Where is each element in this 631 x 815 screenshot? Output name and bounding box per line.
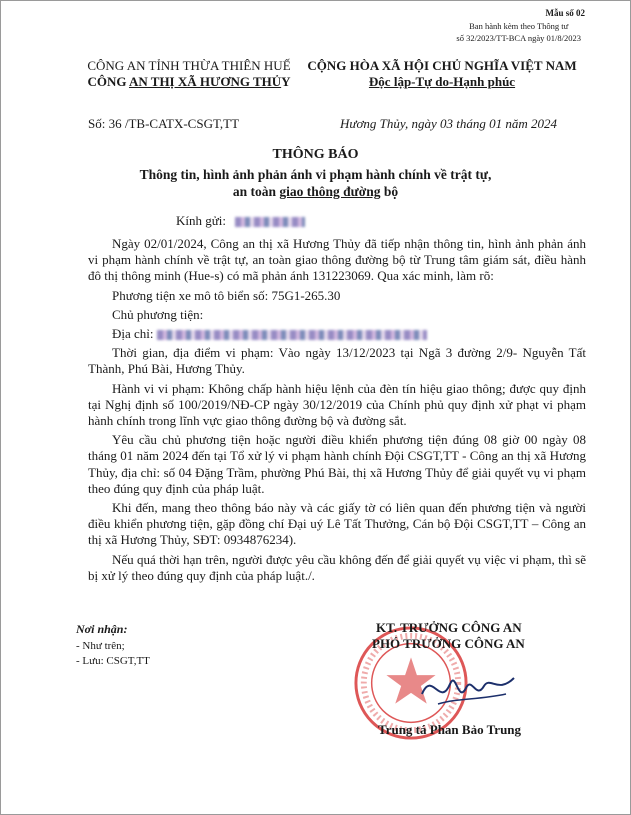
subtitle-line1: Thông tin, hình ảnh phản ánh vi phạm hành chính về trật tự,	[139, 167, 492, 182]
agency-name-part1: CÔNG	[87, 74, 129, 89]
subtitle-line2-part3: bộ	[380, 184, 399, 199]
document-body	[88, 236, 586, 584]
handwritten-signature	[418, 664, 518, 712]
signer-name: Trung tá Phan Bảo Trung	[378, 722, 522, 737]
issuing-agency-header	[76, 58, 302, 90]
form-reference	[456, 20, 581, 44]
national-title: CỘNG HÒA XÃ HỘI CHỦ NGHĨA VIỆT NAM	[307, 58, 577, 73]
address-label: Địa chỉ:	[112, 326, 154, 342]
owner-label: Chủ phương tiện:	[112, 306, 204, 322]
body-paragraph-intro: Ngày 02/01/2024, Công an thị xã Hương Thủy đã tiếp nhận thông tin, hình ảnh phản ánh vi phạm hành chính về trật tự, an toàn giao thông đường bộ từ Trung tâm giám sát, điều hành đô thị thông minh (Hue-s) có mã phản ánh 131223069. Qua xác minh, làm rõ:	[88, 236, 586, 284]
agency-name-underlined: AN THỊ XÃ HƯƠNG THỦ	[128, 74, 282, 89]
document-subtitle	[60, 166, 571, 200]
agency-name	[76, 74, 302, 90]
document-title: THÔNG BÁO	[272, 147, 359, 162]
body-paragraph-bring-documents: Khi đến, mang theo thông báo này và các giấy tờ có liên quan đến phương tiện và người điều khiển phương tiện, gặp đồng chí Đại uý Lê Tất Thưởng, Cán bộ Đội CSGT,TT – Công an thị xã Hương Thủy, SĐT: 0934876234).	[88, 500, 586, 548]
agency-parent: CÔNG AN TỈNH THỪA THIÊN HUẾ	[87, 58, 291, 73]
form-number: Mẫu số 02	[545, 8, 585, 18]
signer-title-line1: KT. TRƯỞNG CÔNG AN	[376, 620, 522, 635]
recipients-title: Nơi nhận:	[76, 622, 128, 636]
place-date: Hương Thủy, ngày 03 tháng 01 năm 2024	[340, 116, 557, 131]
form-ref-line2: số 32/2023/TT-BCA ngày 01/8/2023	[456, 33, 581, 43]
recipient-item: - Như trên;	[76, 640, 125, 652]
recipient-item: - Lưu: CSGT,TT	[76, 655, 150, 667]
body-paragraph-request: Yêu cầu chủ phương tiện hoặc người điều khiển phương tiện đúng 08 giờ 00 ngày 08 tháng 01 năm 2024 đến tại Tổ xử lý vi phạm hành chính Đội CSGT,TT - Công an thị xã Hương Thủy, địa chỉ: số 04 Đặng Trầm, phường Phú Bài, thị xã Hương Thủy để giải quyết vụ vi phạm theo đúng quy định của pháp luật.	[88, 432, 586, 496]
vehicle-line: Phương tiện xe mô tô biển số: 75G1-265.30	[112, 287, 341, 303]
greeting-label: Kính gửi:	[176, 213, 227, 228]
signer-title-line2: PHÓ TRƯỞNG CÔNG AN	[372, 636, 525, 651]
body-paragraph-violation: Hành vi vi phạm: Không chấp hành hiệu lệnh của đèn tín hiệu giao thông; được quy định tại Nghị định số 100/2019/NĐ-CP ngày 30/12/2019 của Chính phủ quy định xử phạt vi phạm hành chính trong lĩnh vực giao thông đường bộ và đường sắt.	[88, 380, 586, 429]
owner-line	[88, 307, 586, 323]
body-paragraph-overdue: Nếu quá thời hạn trên, người được yêu cầu không đến để giải quyết vụ việc vi phạm, thì sẽ bị xử lý theo đúng quy định của pháp luật./.	[88, 551, 586, 583]
greeting	[176, 213, 305, 229]
redacted-recipient	[235, 217, 305, 227]
national-motto: Độc lập-Tự do-Hạnh phúc	[368, 74, 516, 89]
form-ref-line1: Ban hành kèm theo Thông tư	[469, 21, 569, 31]
subtitle-line2-underlined: giao thông đường	[279, 184, 381, 199]
body-paragraph-time-place: Thời gian, địa điểm vi phạm: Vào ngày 13/12/2023 tại Ngã 3 đường 2/9- Nguyễn Tất Thành, Phú Bài, Hương Thủy.	[88, 345, 586, 377]
agency-name-part3: Y	[281, 74, 291, 89]
address-line	[88, 326, 586, 342]
document-number: Số: 36 /TB-CATX-CSGT,TT	[88, 116, 240, 131]
national-header	[302, 58, 582, 90]
redacted-address	[157, 330, 427, 340]
subtitle-line2-part1: an toàn	[232, 184, 280, 199]
subtitle-line2	[60, 183, 571, 200]
